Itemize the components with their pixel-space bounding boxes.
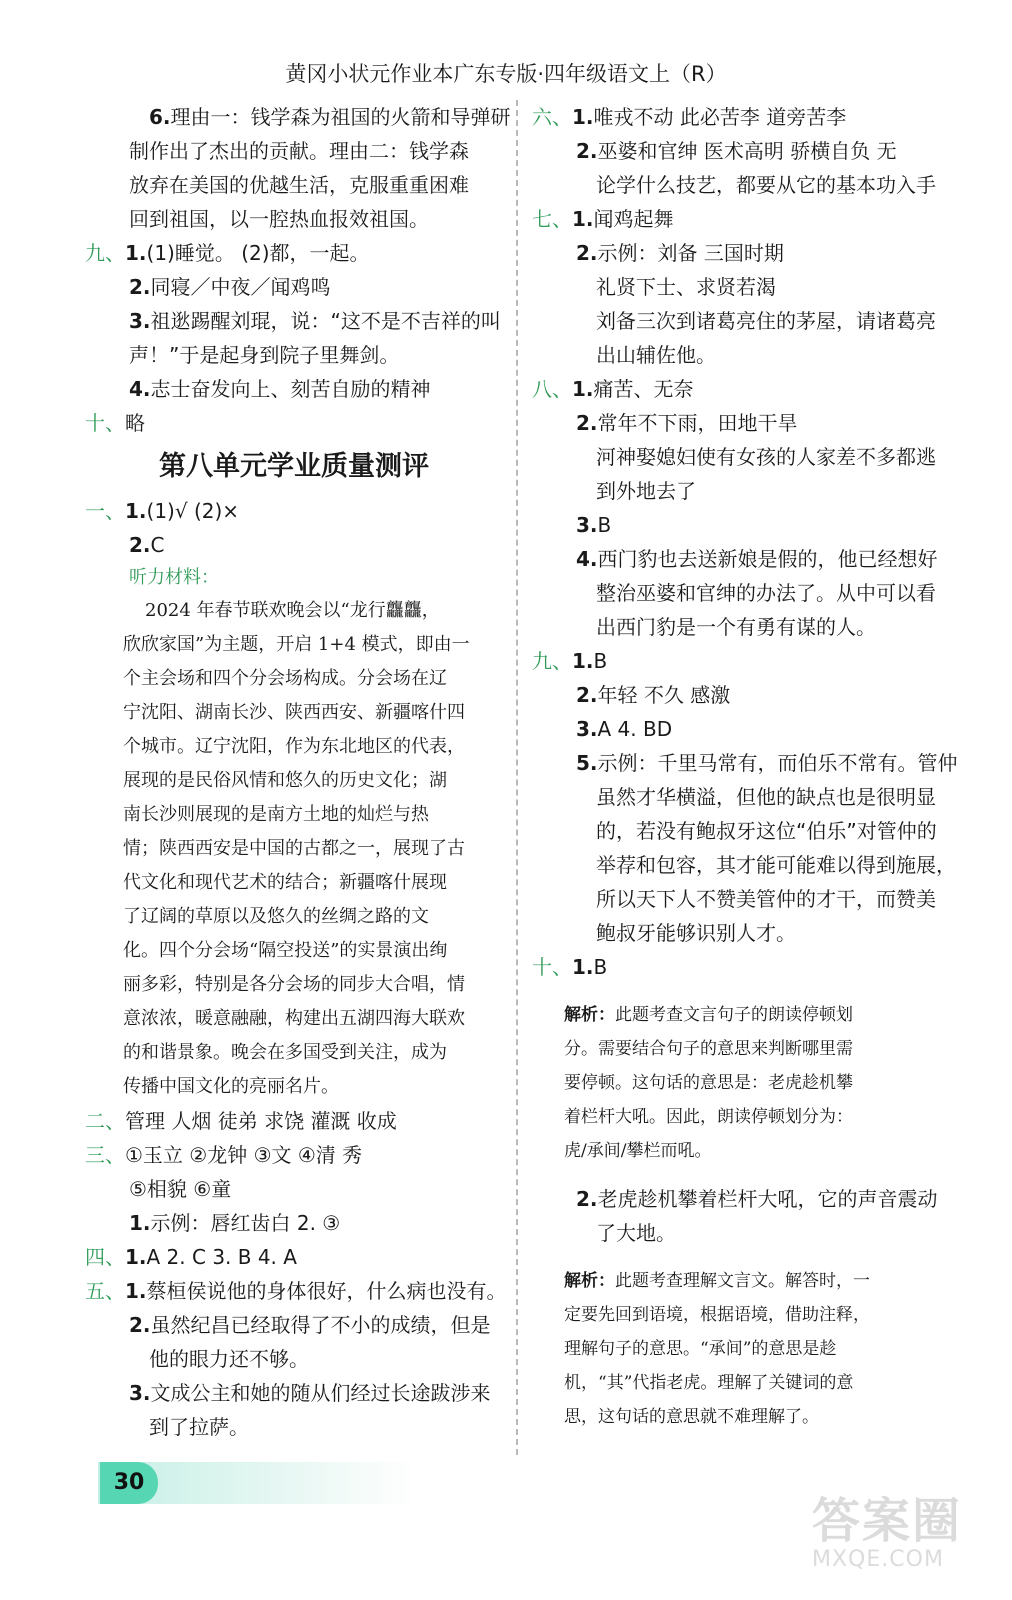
answer-text: 回到祖国，以一腔热血报效祖国。 — [129, 207, 429, 231]
answer-line — [85, 968, 503, 1002]
answer-text: 示例：刘备 三国时期 — [597, 241, 784, 265]
question-number: 2. — [129, 1313, 151, 1337]
analysis-text: 定要先回到语境，根据语境，借助注释， — [564, 1305, 870, 1325]
answer-line — [532, 236, 948, 270]
analysis-line — [532, 1400, 948, 1434]
question-number: 1. — [125, 1279, 147, 1303]
answer-text: 到了拉萨。 — [149, 1415, 249, 1439]
question-number: 6. — [149, 105, 171, 129]
answer-text: 管理 人烟 徒弟 求饶 灌溉 收成 — [125, 1109, 397, 1133]
answer-line — [532, 440, 948, 474]
analysis-line — [532, 998, 948, 1032]
watermark-url: MXQE.COM — [812, 1547, 944, 1572]
answer-text: 唯戎不动 此必苦李 道旁苦李 — [593, 105, 847, 129]
question-number: 2. — [129, 533, 151, 557]
question-number: 5. — [576, 751, 598, 775]
section-marker: 九、 — [532, 649, 572, 673]
answer-line — [85, 168, 503, 202]
section-marker: 十、 — [85, 411, 125, 435]
answer-text: 志士奋发向上、刻苦自励的精神 — [150, 377, 431, 401]
section-marker: 五、 — [85, 1279, 125, 1303]
answer-text: 河神娶媳妇使有女孩的人家差不多都逃 — [596, 445, 936, 469]
answer-line — [532, 644, 948, 678]
answer-text: 情；陕西西安是中国的古都之一，展现了古 — [123, 838, 465, 859]
answer-line — [85, 236, 503, 270]
analysis-text: 分。需要结合句子的意思来判断哪里需 — [564, 1039, 853, 1059]
analysis-line — [532, 1332, 948, 1366]
answer-text: 丽多彩，特别是各分会场的同步大合唱，情 — [123, 974, 465, 995]
answer-text: 论学什么技艺，都要从它的基本功入手 — [596, 173, 936, 197]
answer-line — [85, 730, 503, 764]
analysis-text: 思，这句话的意思就不难理解了。 — [564, 1407, 819, 1427]
question-number: 1. — [125, 241, 147, 265]
section-marker: 九、 — [85, 241, 125, 265]
answer-line — [532, 474, 948, 508]
answer-text: 举荐和包容，其才能可能难以得到施展， — [596, 853, 956, 877]
answer-line — [85, 934, 503, 968]
answer-text: 了大地。 — [596, 1221, 676, 1245]
answer-text: 个主会场和四个分会场构成。分会场在辽 — [123, 668, 447, 689]
answer-line — [532, 406, 948, 440]
analysis-text: 要停顿。这句话的意思是：老虎趁机攀 — [564, 1073, 853, 1093]
column-divider — [516, 100, 518, 1455]
answer-text: 老虎趁机攀着栏杆大吼，它的声音震动 — [597, 1187, 938, 1211]
answer-line — [85, 832, 503, 866]
question-number: 2. — [576, 241, 598, 265]
answer-text: A 2. C 3. B 4. A — [146, 1245, 297, 1269]
answer-text: 南长沙则展现的是南方土地的灿烂与热 — [123, 804, 429, 825]
answer-line — [85, 900, 503, 934]
question-number: 1. — [572, 377, 594, 401]
answer-text: 鲍叔牙能够识别人才。 — [596, 921, 796, 945]
answer-text: 常年不下雨，田地干旱 — [597, 411, 798, 435]
answer-line — [532, 746, 958, 780]
answer-text: 意浓浓，暖意融融，构建出五湖四海大联欢 — [123, 1008, 465, 1029]
answer-line — [85, 1138, 503, 1172]
answer-text: (1)√ (2)× — [146, 499, 240, 523]
section-marker: 四、 — [85, 1245, 125, 1269]
answer-line — [85, 1342, 503, 1376]
answer-line — [532, 1182, 948, 1216]
answer-text: 到外地去了 — [596, 479, 696, 503]
analysis-line — [532, 1134, 948, 1168]
question-number: 1. — [125, 499, 147, 523]
answer-text: C — [150, 533, 165, 557]
answer-text: 欣欣家国”为主题，开启 1+4 模式，即由一 — [123, 634, 470, 655]
analysis-block-2 — [532, 1264, 948, 1434]
section-marker: 八、 — [532, 377, 572, 401]
answer-text: 他的眼力还不够。 — [149, 1347, 309, 1371]
answer-line — [532, 576, 948, 610]
answer-line — [532, 338, 948, 372]
question-number: 2. — [576, 1187, 598, 1211]
watermark-logo — [812, 1482, 992, 1592]
answer-text: 巫婆和官绅 医术高明 骄横自负 无 — [597, 139, 897, 163]
answer-text: 示例：千里马常有，而伯乐不常有。管仲 — [597, 751, 958, 775]
analysis-line — [532, 1298, 948, 1332]
question-number: 4. — [129, 377, 151, 401]
analysis-label: 解析： — [564, 1005, 615, 1025]
question-number: 2. — [576, 683, 598, 707]
section-marker: 六、 — [532, 105, 572, 129]
answer-line — [85, 528, 503, 562]
answer-text: 理由一：钱学森为祖国的火箭和导弹研 — [170, 105, 511, 129]
analysis-line — [532, 1032, 948, 1066]
answer-line — [532, 882, 948, 916]
analysis-text: 此题考查文言句子的朗读停顿划 — [615, 1005, 853, 1025]
answer-line — [532, 610, 948, 644]
answer-text: 同寝／中夜／闻鸡鸣 — [150, 275, 331, 299]
answer-line — [532, 950, 948, 984]
answer-line — [85, 100, 511, 134]
answer-line — [85, 202, 503, 236]
answer-text: 代文化和现代艺术的结合；新疆喀什展现 — [123, 872, 447, 893]
question-number: 3. — [129, 1381, 151, 1405]
question-number: 1. — [572, 105, 594, 129]
answer-line — [532, 304, 948, 338]
analysis-text: 此题考查理解文言文。解答时，一 — [615, 1271, 870, 1291]
question-number: 3. — [129, 309, 151, 333]
section-marker: 二、 — [85, 1109, 125, 1133]
answer-text: 祖逖踢醒刘琨，说：“这不是不吉祥的叫 — [150, 309, 501, 333]
answer-line — [85, 406, 503, 440]
answer-text: 传播中国文化的亮丽名片。 — [123, 1076, 339, 1097]
answer-line — [85, 628, 503, 662]
answer-text: 个城市。辽宁沈阳，作为东北地区的代表， — [123, 736, 465, 757]
answer-line — [532, 168, 948, 202]
answer-text: 整治巫婆和官绅的办法了。从中可以看 — [596, 581, 936, 605]
answer-line — [85, 1308, 503, 1342]
answer-line — [85, 1036, 503, 1070]
answer-text: B — [593, 955, 608, 979]
question-number: 4. — [576, 547, 598, 571]
question-number: 2. — [576, 411, 598, 435]
answer-text: 制作出了杰出的贡献。理由二：钱学森 — [129, 139, 469, 163]
unit-title: 第八单元学业质量测评 — [159, 451, 429, 482]
analysis-block-1 — [532, 998, 948, 1168]
question-number: 1. — [572, 955, 594, 979]
question-number: 3. — [576, 513, 598, 537]
page-header: 黄冈小状元作业本广东专版·四年级语文上（R） — [285, 62, 727, 86]
answer-text: 宁沈阳、湖南长沙、陕西西安、新疆喀什四 — [123, 702, 465, 723]
analysis-text: 理解句子的意思。“承间”的意思是趁 — [564, 1339, 837, 1359]
answer-text: (1)睡觉。 (2)都，一起。 — [146, 241, 370, 265]
answer-text: 痛苦、无奈 — [593, 377, 694, 401]
question-number: 1. — [129, 1211, 151, 1235]
analysis-line — [532, 1100, 948, 1134]
answer-text: 蔡桓侯说他的身体很好，什么病也没有。 — [146, 1279, 507, 1303]
section-marker: 三、 — [85, 1143, 125, 1167]
answer-text: 化。四个分会场“隔空投送”的实景演出绚 — [123, 940, 448, 961]
answer-text: 所以天下人不赞美管仲的才干，而赞美 — [596, 887, 936, 911]
question-number: 2. — [576, 139, 598, 163]
answer-text: B — [597, 513, 612, 537]
answer-line — [85, 134, 503, 168]
right-column — [532, 100, 958, 1434]
answer-line — [85, 304, 503, 338]
answer-text: 虽然才华横溢，但他的缺点也是很明显 — [596, 785, 936, 809]
question-number: 1. — [572, 649, 594, 673]
answer-line — [85, 494, 503, 528]
answer-text: ⑤相貌 ⑥童 — [129, 1177, 232, 1201]
listening-label: 听力材料： — [129, 567, 219, 588]
answer-text: 刘备三次到诸葛亮住的茅屋，请诸葛亮 — [596, 309, 936, 333]
answer-line — [532, 542, 948, 576]
answer-text: 年轻 不久 感激 — [597, 683, 731, 707]
analysis-text: 虎/承间/攀栏而吼。 — [564, 1141, 712, 1161]
section-marker: 七、 — [532, 207, 572, 231]
analysis-line — [532, 1066, 948, 1100]
answer-line — [85, 1104, 503, 1138]
analysis-label: 解析： — [564, 1271, 615, 1291]
left-column — [85, 100, 511, 1444]
answer-line — [532, 202, 948, 236]
analysis-line — [532, 1366, 948, 1400]
answer-text: 出西门豹是一个有勇有谋的人。 — [596, 615, 876, 639]
question-number: 1. — [572, 207, 594, 231]
answer-line — [85, 270, 503, 304]
answer-line — [85, 1002, 503, 1036]
analysis-text: 着栏杆大吼。因此，朗读停顿划分为： — [564, 1107, 853, 1127]
answer-text: A 4. BD — [597, 717, 673, 741]
answer-line — [532, 508, 948, 542]
answer-text: 的和谐景象。晚会在多国受到关注，成为 — [123, 1042, 447, 1063]
answer-line — [532, 100, 948, 134]
answer-text: 出山辅佐他。 — [596, 343, 716, 367]
answer-text: 闻鸡起舞 — [593, 207, 674, 231]
answer-text: 展现的是民俗风情和悠久的历史文化；湖 — [123, 770, 447, 791]
answer-line — [85, 696, 503, 730]
answer-line — [532, 712, 948, 746]
answer-line — [532, 678, 948, 712]
answer-text: B — [593, 649, 608, 673]
answer-text: 2024 年春节联欢晚会以“龙行龘龘， — [145, 600, 440, 621]
answer-text: 放弃在美国的优越生活，克服重重困难 — [129, 173, 469, 197]
answer-line — [532, 814, 948, 848]
answer-line — [85, 1206, 503, 1240]
question-number: 1. — [125, 1245, 147, 1269]
question-number: 3. — [576, 717, 598, 741]
answer-text: 示例：唇红齿白 2. ③ — [150, 1211, 341, 1235]
answer-line — [532, 270, 948, 304]
answer-line — [85, 662, 503, 696]
answer-line — [85, 594, 503, 628]
answer-line — [85, 1410, 503, 1444]
answer-text: 声！”于是起身到院子里舞剑。 — [129, 343, 400, 367]
answer-line — [532, 780, 948, 814]
answer-text: 西门豹也去送新娘是假的，他已经想好 — [597, 547, 938, 571]
answer-line — [85, 798, 503, 832]
answer-line — [85, 1070, 503, 1104]
answer-text: 礼贤下士、求贤若渴 — [596, 275, 776, 299]
answer-text: ①玉立 ②龙钟 ③文 ④清 秀 — [125, 1143, 363, 1167]
answer-line — [85, 1172, 503, 1206]
analysis-text: 机，“其”代指老虎。理解了关键词的意 — [564, 1373, 854, 1393]
answer-text: 了辽阔的草原以及悠久的丝绸之路的文 — [123, 906, 429, 927]
answer-text: 文成公主和她的随从们经过长途跋涉来 — [150, 1381, 491, 1405]
watermark-text: 答案圈 — [812, 1493, 963, 1549]
answer-line — [532, 1216, 948, 1250]
answer-text: 虽然纪昌已经取得了不小的成绩，但是 — [150, 1313, 491, 1337]
answer-line — [85, 338, 503, 372]
answer-line — [85, 866, 503, 900]
page-number: 30 — [100, 1462, 158, 1504]
answer-line — [85, 764, 503, 798]
section-marker: 一、 — [85, 499, 125, 523]
answer-line — [532, 848, 956, 882]
answer-line — [85, 1376, 503, 1410]
answer-line — [532, 134, 948, 168]
answer-line — [532, 372, 948, 406]
answer-line — [85, 372, 503, 406]
section-marker: 十、 — [532, 955, 572, 979]
answer-line — [532, 916, 948, 950]
answer-line — [85, 1274, 507, 1308]
answer-text: 略 — [125, 411, 145, 435]
answer-text: 的，若没有鲍叔牙这位“伯乐”对管仲的 — [596, 819, 937, 843]
question-number: 2. — [129, 275, 151, 299]
answer-line — [85, 1240, 503, 1274]
analysis-line — [532, 1264, 948, 1298]
